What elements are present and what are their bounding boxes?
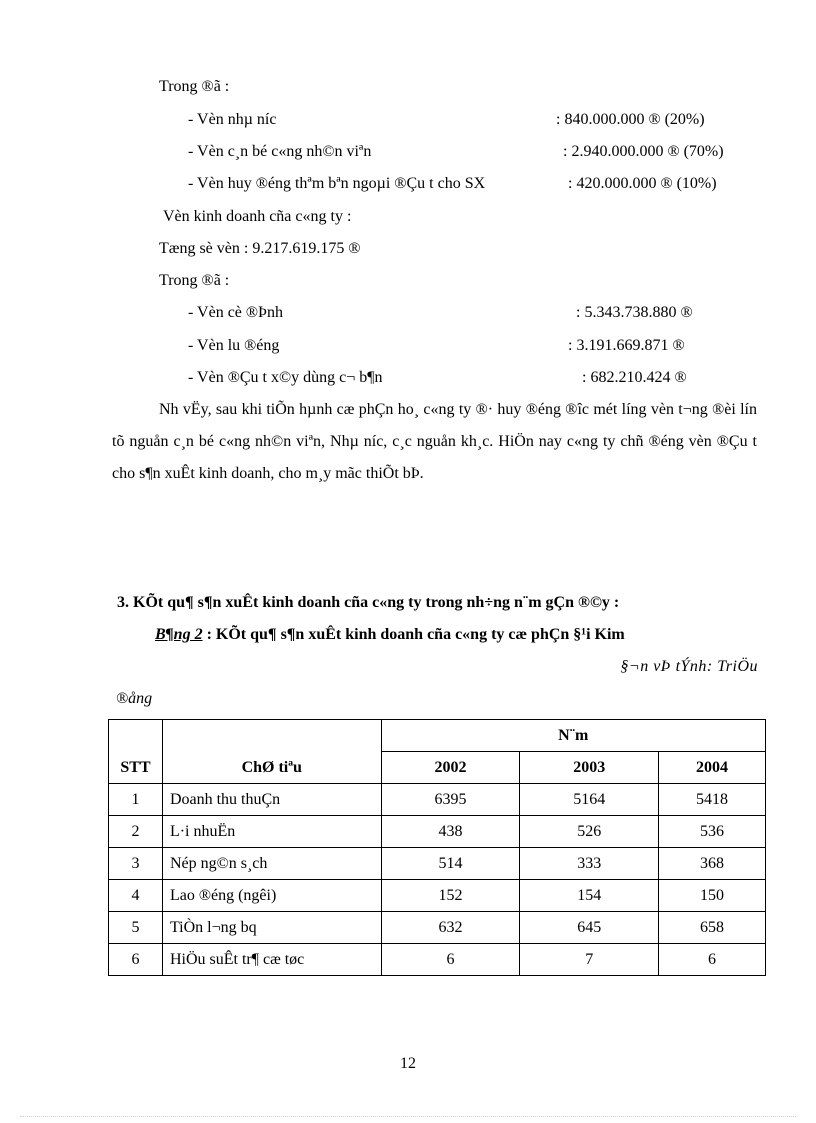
row-name: Lao ®éng (ngêi) xyxy=(162,880,381,912)
capital-item-value: : 840.000.000 ® (20%) xyxy=(556,111,705,128)
table-row xyxy=(109,848,766,880)
row-stt: 4 xyxy=(109,880,163,912)
unit-note: §¬n vÞ tÝnh: TriÖu xyxy=(620,658,758,675)
business-capital-label: Vèn kinh doanh cña c«ng ty : xyxy=(163,208,352,225)
row-stt: 5 xyxy=(109,912,163,944)
capital-item-label: - Vèn nhµ níc xyxy=(188,111,277,128)
row-name: HiÖu suÊt tr¶ cæ tøc xyxy=(162,944,381,976)
capital-item-label: - Vèn huy ®éng thªm bªn ngoµi ®Çu t cho SX xyxy=(188,175,486,192)
row-value: 645 xyxy=(520,912,659,944)
row-value: 6 xyxy=(659,944,766,976)
table-caption-label: B¶ng 2 xyxy=(155,626,203,643)
capital-item-label: - Vèn ®Çu t x©y dùng c¬ b¶n xyxy=(188,369,383,386)
row-value: 154 xyxy=(520,880,659,912)
table-caption xyxy=(155,626,625,644)
row-value: 333 xyxy=(520,848,659,880)
header-stt: STT xyxy=(109,720,163,784)
page-number: 12 xyxy=(400,1055,416,1072)
table-row xyxy=(109,880,766,912)
capital-item-value: : 3.191.669.871 ® xyxy=(568,337,685,354)
header-year-group: N¨m xyxy=(381,720,765,752)
table-row xyxy=(109,816,766,848)
row-value: 536 xyxy=(659,816,766,848)
unit-note-continued: ®ång xyxy=(116,690,153,707)
capital-item-label: - Vèn cè ®Þnh xyxy=(188,304,283,321)
capital-item-label: - Vèn c¸n bé c«ng nh©n viªn xyxy=(188,143,372,160)
capital-item-value: : 2.940.000.000 ® (70%) xyxy=(563,143,724,160)
header-year: 2002 xyxy=(381,752,520,784)
capital-item-value: : 420.000.000 ® (10%) xyxy=(568,175,717,192)
row-name: Nép ng©n s¸ch xyxy=(162,848,381,880)
row-value: 632 xyxy=(381,912,520,944)
total-capital: Tæng sè vèn : 9.217.619.175 ® xyxy=(159,240,361,257)
trong-do-label: Trong ®ã : xyxy=(159,272,230,289)
row-value: 152 xyxy=(381,880,520,912)
row-value: 438 xyxy=(381,816,520,848)
capital-item-label: - Vèn lu ®éng xyxy=(188,337,280,354)
page-bottom-divider xyxy=(20,1116,796,1117)
row-name: TiÒn l¬ng bq xyxy=(162,912,381,944)
header-chitieu: ChØ tiªu xyxy=(162,720,381,784)
row-value: 5418 xyxy=(659,784,766,816)
row-value: 658 xyxy=(659,912,766,944)
row-value: 150 xyxy=(659,880,766,912)
capital-item-value: : 682.210.424 ® xyxy=(582,369,687,386)
row-value: 526 xyxy=(520,816,659,848)
table-caption-text: : KÕt qu¶ s¶n xuÊt kinh doanh cña c«ng ty cæ phÇn §¹i Kim xyxy=(202,626,625,643)
results-table xyxy=(108,719,766,976)
row-stt: 3 xyxy=(109,848,163,880)
row-value: 6395 xyxy=(381,784,520,816)
table-row xyxy=(109,944,766,976)
trong-do-label: Trong ®ã : xyxy=(159,78,230,95)
row-stt: 6 xyxy=(109,944,163,976)
summary-paragraph: Nh vËy, sau khi tiÕn hµnh cæ phÇn ho¸ c«ng ty ®· huy ®éng ®îc mét líng vèn t¬ng ®èi lín tõ nguån c¸n bé c«ng nh©n viªn, Nhµ níc, c¸c nguån kh¸c. HiÖn nay c«ng ty chñ ®éng vèn ®Çu t cho s¶n xuÊt kinh doanh, cho m¸y mãc thiÕt bÞ. xyxy=(112,401,757,482)
section-heading: 3. KÕt qu¶ s¶n xuÊt kinh doanh cña c«ng ty trong nh÷ng n¨m gÇn ®©y : xyxy=(117,594,620,611)
table-row xyxy=(109,912,766,944)
capital-item-value: : 5.343.738.880 ® xyxy=(576,304,693,321)
row-stt: 1 xyxy=(109,784,163,816)
row-name: Doanh thu thuÇn xyxy=(162,784,381,816)
table-row xyxy=(109,784,766,816)
row-value: 7 xyxy=(520,944,659,976)
row-stt: 2 xyxy=(109,816,163,848)
row-value: 5164 xyxy=(520,784,659,816)
row-value: 6 xyxy=(381,944,520,976)
header-year: 2004 xyxy=(659,752,766,784)
header-year: 2003 xyxy=(520,752,659,784)
row-name: L·i nhuËn xyxy=(162,816,381,848)
row-value: 368 xyxy=(659,848,766,880)
row-value: 514 xyxy=(381,848,520,880)
